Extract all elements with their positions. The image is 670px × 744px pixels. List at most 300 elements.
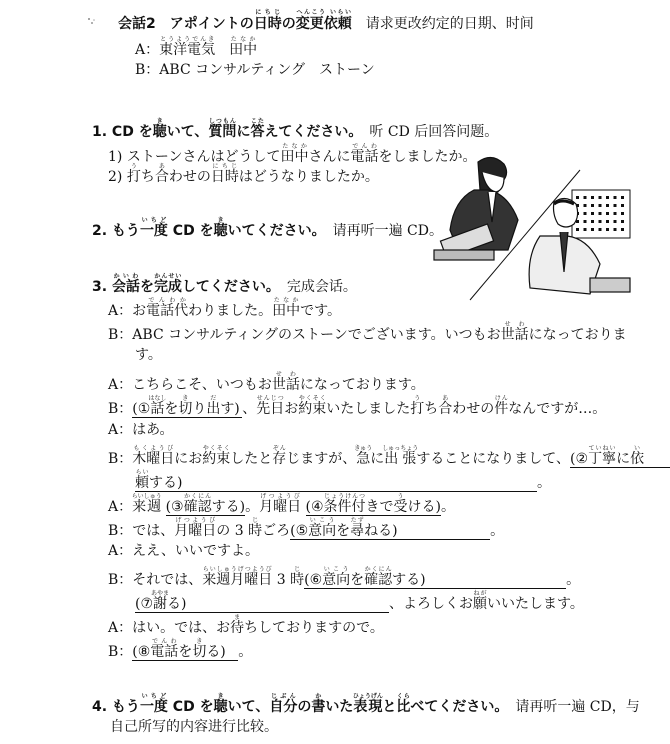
furigana: じぶん — [269, 693, 298, 700]
furigana-word — [208, 118, 237, 140]
furigana-word — [364, 566, 393, 588]
furigana-word — [213, 217, 228, 239]
furigana: いちど — [139, 217, 168, 224]
calendar-day — [606, 228, 609, 231]
furigana-word — [139, 217, 168, 239]
kanji: 変更依頼 — [295, 16, 352, 32]
kanji: 電話代 — [146, 303, 189, 319]
text-run: B：それでは、 — [108, 572, 203, 588]
furigana: せんじつ — [256, 395, 285, 402]
dialogue-line — [108, 542, 259, 560]
text-run: 3 — [272, 572, 291, 588]
exercise-1-heading — [92, 118, 499, 140]
kanji: 日時 — [210, 169, 239, 185]
calendar-day — [621, 204, 624, 207]
furigana: ていねい — [588, 445, 617, 452]
furigana: き — [213, 217, 228, 224]
text-run: いて、 — [166, 124, 209, 140]
calendar-day — [599, 204, 602, 207]
calendar-day — [614, 212, 617, 215]
dialogue-line — [108, 395, 607, 417]
furigana: いちど — [139, 693, 168, 700]
furigana-word — [308, 517, 337, 539]
furigana-word — [131, 493, 162, 515]
kanji: 受 — [393, 499, 408, 515]
kanji: 打 — [126, 169, 141, 185]
dialogue-line — [108, 614, 384, 636]
exercise-2-heading — [92, 217, 443, 239]
text-run: の — [297, 699, 312, 715]
speaker-b-label — [135, 61, 375, 79]
text-run: A： — [135, 42, 160, 58]
text-run: A：はい。では、お — [108, 620, 231, 636]
furigana: たなか — [229, 36, 258, 43]
text-run: さんに — [308, 149, 351, 165]
answer-blank[interactable] — [306, 493, 441, 516]
furigana: げつようび — [174, 517, 217, 524]
furigana-word — [350, 517, 365, 539]
furigana: やくそく — [202, 445, 231, 452]
text-run: A： — [108, 499, 133, 515]
calendar-day — [576, 196, 579, 199]
calendar-day — [591, 220, 594, 223]
furigana-word — [132, 445, 175, 467]
furigana: へんこう いらい — [295, 9, 352, 16]
furigana: き — [178, 395, 193, 402]
furigana: げつようび — [259, 493, 302, 500]
text-run: を — [139, 279, 154, 295]
bold-text — [92, 693, 502, 715]
furigana-word — [178, 395, 193, 417]
text-run — [215, 42, 229, 58]
text-run: (⑧ — [132, 644, 151, 660]
furigana: はなし — [148, 395, 167, 402]
kanji: 聴 — [213, 699, 228, 715]
text-run: ちしておりますので。 — [244, 620, 384, 636]
dialogue-line-continuation — [135, 590, 584, 612]
furigana: だ — [206, 395, 221, 402]
kanji: 時 — [248, 523, 263, 539]
furigana: にちじ — [253, 9, 282, 16]
kanji: 木曜日 — [132, 451, 175, 467]
furigana: あ — [154, 163, 169, 170]
calendar-day — [606, 204, 609, 207]
calendar-day — [576, 228, 579, 231]
furigana-word — [393, 493, 408, 515]
calendar-day — [591, 204, 594, 207]
text-run: (④ — [305, 499, 324, 515]
text-run: したと — [230, 451, 273, 467]
calendar-day — [621, 196, 624, 199]
furigana-word — [272, 297, 301, 319]
kanji: 月曜日 — [174, 523, 217, 539]
text-run: です。 — [300, 303, 342, 319]
furigana-word — [354, 445, 373, 467]
kanji: 自分 — [269, 699, 298, 715]
text-run: お — [284, 401, 299, 417]
text-run: えてください。 — [264, 124, 356, 140]
text-run: 自己所写的内容进行比较。 — [110, 719, 278, 735]
kanji: 書 — [311, 699, 326, 715]
furigana: き — [192, 638, 207, 645]
calendar-day — [599, 220, 602, 223]
text-run: 2) — [108, 169, 127, 185]
answer-blank[interactable] — [304, 566, 566, 589]
text-run: 。 — [238, 644, 253, 660]
answer-blank[interactable] — [166, 493, 245, 516]
text-run: いた — [325, 699, 354, 715]
furigana-word — [396, 693, 411, 715]
calendar-day — [614, 228, 617, 231]
kanji: 願 — [473, 596, 487, 612]
furigana-word — [438, 395, 453, 417]
furigana-word — [183, 493, 212, 515]
kanji: 東洋電気 — [159, 42, 216, 58]
kanji: 確認 — [364, 572, 393, 588]
kanji: 合 — [438, 401, 453, 417]
text-run: いて、 — [227, 699, 270, 715]
speaker-a-label — [135, 36, 258, 58]
calendar-day — [591, 196, 594, 199]
furigana: う — [126, 163, 141, 170]
text-run: (⑦ — [135, 596, 154, 612]
furigana-word — [148, 395, 167, 417]
text-run: (① — [132, 401, 151, 417]
furigana-word — [259, 493, 302, 515]
kanji: 待 — [230, 620, 245, 636]
question-1 — [108, 143, 477, 165]
furigana-word — [230, 614, 245, 636]
answer-blank[interactable] — [132, 395, 242, 418]
furigana-word — [298, 395, 327, 417]
furigana: いこう — [308, 517, 337, 524]
furigana-word — [139, 693, 168, 715]
furigana: じ — [248, 517, 263, 524]
dialogue-line-continuation — [135, 469, 551, 491]
kanji: 確認 — [183, 499, 212, 515]
furigana-word — [272, 445, 287, 467]
kanji: 打 — [410, 401, 425, 417]
answer-blank[interactable] — [570, 445, 670, 468]
text-run: A：こちらこそ、いつもお — [108, 377, 272, 393]
text-run: いいたします。 — [487, 596, 584, 612]
dialogue-line — [108, 445, 670, 467]
furigana: いこう — [322, 566, 351, 573]
kanji: 月曜日 — [259, 499, 302, 515]
text-run: (② — [570, 451, 589, 467]
furigana-word — [269, 693, 298, 715]
kanji: 日時 — [253, 16, 282, 32]
furigana-word — [229, 36, 258, 58]
text-run: 请再听一遍 CD，与 — [501, 699, 640, 715]
furigana-word — [206, 395, 221, 417]
furigana: う — [410, 395, 425, 402]
text-run: 1. CD を — [92, 124, 153, 140]
text-run: る) — [167, 596, 187, 612]
furigana-word — [295, 9, 352, 32]
text-run: をしましたか。 — [378, 149, 477, 165]
kanji: 件 — [494, 401, 509, 417]
furigana: きゅう — [354, 445, 373, 452]
text-run: ち — [424, 401, 439, 417]
text-run: 。 — [566, 572, 581, 588]
text-run: わせの — [168, 169, 211, 185]
text-run: はどうなりましたか。 — [238, 169, 379, 185]
furigana: い — [630, 445, 645, 452]
bold-text — [92, 273, 273, 295]
furigana: ひょうげん — [352, 693, 383, 700]
exercise-4-continuation — [110, 718, 278, 736]
text-run: 、よろしくお — [389, 596, 473, 612]
text-run: ごろ — [262, 523, 291, 539]
text-run: わりました。 — [188, 303, 273, 319]
text-run: CD を — [167, 699, 214, 715]
calendar-day — [599, 196, 602, 199]
furigana: くら — [396, 693, 411, 700]
kanji: 一度 — [139, 223, 168, 239]
calendar-day — [606, 212, 609, 215]
text-run: (⑤ — [290, 523, 309, 539]
text-run: を — [350, 572, 365, 588]
bold-text — [118, 9, 352, 32]
text-run: B：ABC コンサルティングのストーンでございます。いつもお — [108, 327, 501, 343]
calendar-day — [621, 220, 624, 223]
furigana-word — [192, 638, 207, 660]
text-run: の — [281, 16, 296, 32]
text-run: B： — [108, 401, 133, 417]
text-run: A：ええ、いいですよ。 — [108, 543, 259, 559]
kanji: 意向 — [308, 523, 337, 539]
dialogue-line — [108, 297, 342, 319]
furigana: たなか — [272, 297, 301, 304]
kanji: 世話 — [500, 327, 529, 343]
furigana: たず — [350, 517, 365, 524]
furigana-word — [473, 590, 487, 612]
calendar-day — [584, 220, 587, 223]
text-run: わせの — [452, 401, 495, 417]
furigana-word — [588, 445, 617, 467]
furigana-word — [213, 693, 228, 715]
kanji: 丁寧 — [588, 451, 617, 467]
kanji: 田中 — [229, 42, 258, 58]
answer-blank[interactable] — [290, 517, 490, 540]
calendar-day — [614, 196, 617, 199]
kanji: 急 — [354, 451, 373, 467]
calendar-day — [606, 196, 609, 199]
text-run: 。 — [490, 523, 505, 539]
text-run: を — [164, 401, 179, 417]
text-run: B：では、 — [108, 523, 175, 539]
text-run: 2. もう — [92, 223, 140, 239]
calendar-day — [614, 220, 617, 223]
furigana: じょうけんつ — [323, 493, 366, 500]
kanji: 電話 — [150, 644, 179, 660]
bold-text — [92, 217, 319, 239]
calendar-day — [584, 204, 587, 207]
kanji: 比 — [396, 699, 411, 715]
calendar-day — [584, 196, 587, 199]
calendar-day — [614, 204, 617, 207]
answer-blank[interactable] — [135, 590, 389, 613]
text-run: A：はあ。 — [108, 422, 174, 438]
text-run: を — [178, 644, 193, 660]
kanji: 謝 — [151, 596, 170, 612]
furigana: かいわ — [111, 273, 140, 280]
kanji: 意向 — [322, 572, 351, 588]
text-run: ねる) — [364, 523, 398, 539]
furigana-word — [153, 273, 182, 295]
text-run: する) — [149, 475, 183, 491]
furigana-word — [250, 118, 265, 140]
text-run: B： — [108, 644, 133, 660]
text-run: す。 — [135, 347, 162, 363]
text-run: と — [382, 699, 397, 715]
furigana-word — [152, 118, 167, 140]
calendar-day — [591, 228, 594, 231]
text-run: に — [236, 124, 251, 140]
answer-blank[interactable] — [135, 469, 537, 492]
dialogue-line — [108, 566, 581, 588]
furigana: かんせい — [153, 273, 182, 280]
furigana: き — [213, 693, 228, 700]
text-run: にお — [174, 451, 203, 467]
kanji: 依 — [630, 451, 645, 467]
furigana: らい — [135, 469, 149, 476]
text-run: る) — [206, 644, 226, 660]
text-run: 请求更改约定的日期、时间 — [351, 16, 534, 32]
furigana-word — [494, 395, 509, 417]
furigana: でんわ — [350, 143, 379, 150]
text-run: 、 — [242, 401, 257, 417]
calendar-day — [606, 220, 609, 223]
furigana-word — [248, 517, 263, 539]
answer-blank[interactable] — [132, 638, 238, 661]
furigana-word — [500, 321, 529, 343]
text-run: B： — [108, 451, 133, 467]
calendar-day — [584, 212, 587, 215]
furigana: らいしゅうげつようび — [202, 566, 273, 573]
kanji: 表現 — [352, 699, 383, 715]
furigana: やくそく — [298, 395, 327, 402]
furigana: き — [152, 118, 167, 125]
furigana-word — [290, 566, 305, 588]
text-run: 1) ストーンさんはどうして — [108, 149, 281, 165]
kanji: 出 — [206, 401, 221, 417]
text-run: いてください。 — [227, 223, 319, 239]
text-run: べてください。 — [410, 699, 502, 715]
furigana: こた — [250, 118, 265, 125]
furigana: でんわ — [150, 638, 179, 645]
furigana: かくにん — [364, 566, 393, 573]
text-run: する) — [392, 572, 426, 588]
furigana: せわ — [271, 371, 300, 378]
text-run: する) — [211, 499, 246, 515]
furigana-word — [135, 469, 149, 491]
kanji: 聴 — [152, 124, 167, 140]
furigana: もくようび — [132, 445, 175, 452]
furigana-word — [159, 36, 216, 58]
text-run: 。 — [441, 499, 456, 515]
text-run: になっておりま — [528, 327, 627, 343]
kanji: 質問 — [208, 124, 237, 140]
man-on-phone-1 — [434, 157, 518, 260]
dialogue-line — [108, 517, 505, 539]
text-run: に — [616, 451, 631, 467]
furigana-word — [311, 693, 326, 715]
kanji: 完成 — [153, 279, 182, 295]
calendar-day — [621, 212, 624, 215]
calendar-day — [591, 212, 594, 215]
calendar-day — [621, 228, 624, 231]
kanji: 約束 — [298, 401, 327, 417]
furigana-word — [150, 638, 179, 660]
furigana: かくにん — [183, 493, 212, 500]
furigana: ぞん — [272, 445, 287, 452]
text-run: になっております。 — [299, 377, 425, 393]
furigana: しつもん — [208, 118, 237, 125]
furigana-word — [154, 163, 169, 185]
text-run: (⑥ — [304, 572, 323, 588]
kanji: 切 — [178, 401, 193, 417]
furigana-word — [202, 445, 231, 467]
furigana: じ — [290, 566, 305, 573]
furigana-word — [271, 371, 300, 393]
furigana-word — [174, 517, 217, 539]
furigana-word — [382, 445, 419, 467]
dialogue-line — [108, 321, 627, 343]
kanji: 一度 — [139, 699, 168, 715]
kanji: 話 — [148, 401, 167, 417]
question-2 — [108, 163, 379, 185]
text-run: 。 — [245, 499, 260, 515]
furigana: とうようでんき — [159, 36, 216, 43]
kanji: 田中 — [272, 303, 301, 319]
furigana-word — [151, 590, 170, 612]
kanji: 聴 — [213, 223, 228, 239]
furigana: でんわか — [146, 297, 189, 304]
furigana-word — [322, 566, 351, 588]
dialogue-title — [118, 9, 534, 32]
kanji: 頼 — [135, 475, 149, 491]
text-run: ける) — [407, 499, 442, 515]
furigana: あやま — [151, 590, 170, 597]
text-run: することになりまして、 — [416, 451, 571, 467]
text-run: じますが、 — [286, 451, 357, 467]
dialogue-line-continuation — [135, 346, 162, 364]
text-run: いたしました — [326, 401, 411, 417]
text-run: 3. — [92, 279, 112, 295]
kanji: 来週月曜日 — [202, 572, 273, 588]
furigana-word — [410, 395, 425, 417]
text-run: してください。 — [181, 279, 273, 295]
furigana-word — [323, 493, 366, 515]
furigana: けん — [494, 395, 509, 402]
furigana-word — [352, 693, 383, 715]
text-run: 。 — [537, 475, 551, 491]
calendar-day — [599, 228, 602, 231]
furigana: しゅっちょう — [382, 445, 419, 452]
dialogue-line — [108, 371, 425, 393]
calendar-day — [584, 228, 587, 231]
kanji: 存 — [272, 451, 287, 467]
text-run: (③ — [165, 499, 184, 515]
furigana: にちじ — [210, 163, 239, 170]
kanji: 答 — [250, 124, 265, 140]
kanji: 条件付 — [323, 499, 366, 515]
dialogue-line — [108, 638, 253, 660]
bold-text — [92, 118, 356, 140]
furigana: ねが — [473, 590, 487, 597]
